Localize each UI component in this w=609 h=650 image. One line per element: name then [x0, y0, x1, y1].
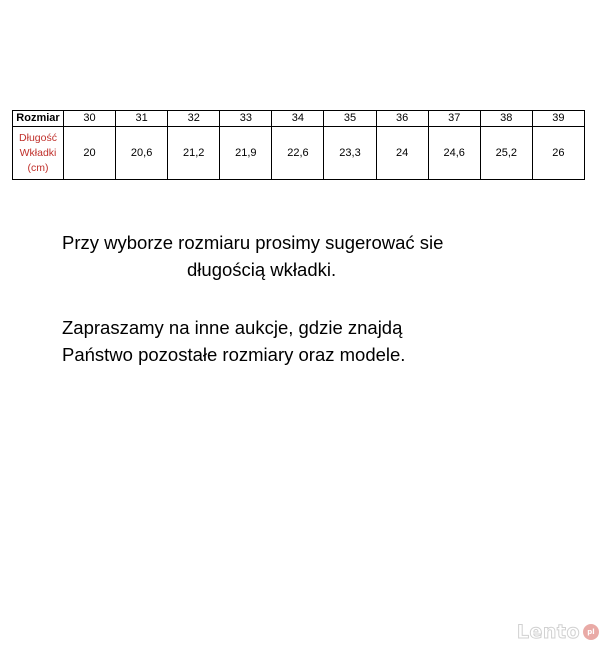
size-cell: 30: [64, 111, 116, 127]
size-cell: 38: [480, 111, 532, 127]
length-cell: 25,2: [480, 127, 532, 180]
watermark-text: Lento: [516, 621, 580, 643]
size-header-row: [13, 111, 585, 127]
size-header-label: Rozmiar: [13, 111, 64, 127]
lento-watermark: [517, 621, 599, 643]
size-choice-notice: [62, 229, 502, 283]
insole-length-label-line: Wkładki: [19, 146, 57, 159]
notice-line: Państwo pozostałe rozmiary oraz modele.: [62, 344, 406, 365]
size-cell: 33: [220, 111, 272, 127]
size-cell: 36: [376, 111, 428, 127]
size-cell: 37: [428, 111, 480, 127]
length-cell: 20: [64, 127, 116, 180]
insole-length-label: [13, 127, 64, 180]
size-cell: 35: [324, 111, 376, 127]
length-cell: 24: [376, 127, 428, 180]
size-cell: 32: [168, 111, 220, 127]
notice-line: Przy wyborze rozmiaru prosimy sugerować sie: [62, 232, 444, 253]
insole-length-label-line: Długość: [19, 131, 57, 144]
watermark-badge: pl: [583, 624, 599, 640]
insole-length-label-line: (cm): [27, 161, 49, 174]
length-cell: 23,3: [324, 127, 376, 180]
size-cell: 34: [272, 111, 324, 127]
notice-line: Zapraszamy na inne aukcje, gdzie znajdą: [62, 317, 403, 338]
length-cell: 21,2: [168, 127, 220, 180]
length-cell: 22,6: [272, 127, 324, 180]
insole-length-row: [13, 127, 585, 180]
length-cell: 21,9: [220, 127, 272, 180]
size-cell: 31: [116, 111, 168, 127]
other-auctions-notice: [62, 314, 502, 368]
notice-line: długością wkładki.: [187, 259, 337, 280]
size-table: [12, 110, 585, 180]
size-cell: 39: [532, 111, 584, 127]
length-cell: 24,6: [428, 127, 480, 180]
length-cell: 26: [532, 127, 584, 180]
length-cell: 20,6: [116, 127, 168, 180]
